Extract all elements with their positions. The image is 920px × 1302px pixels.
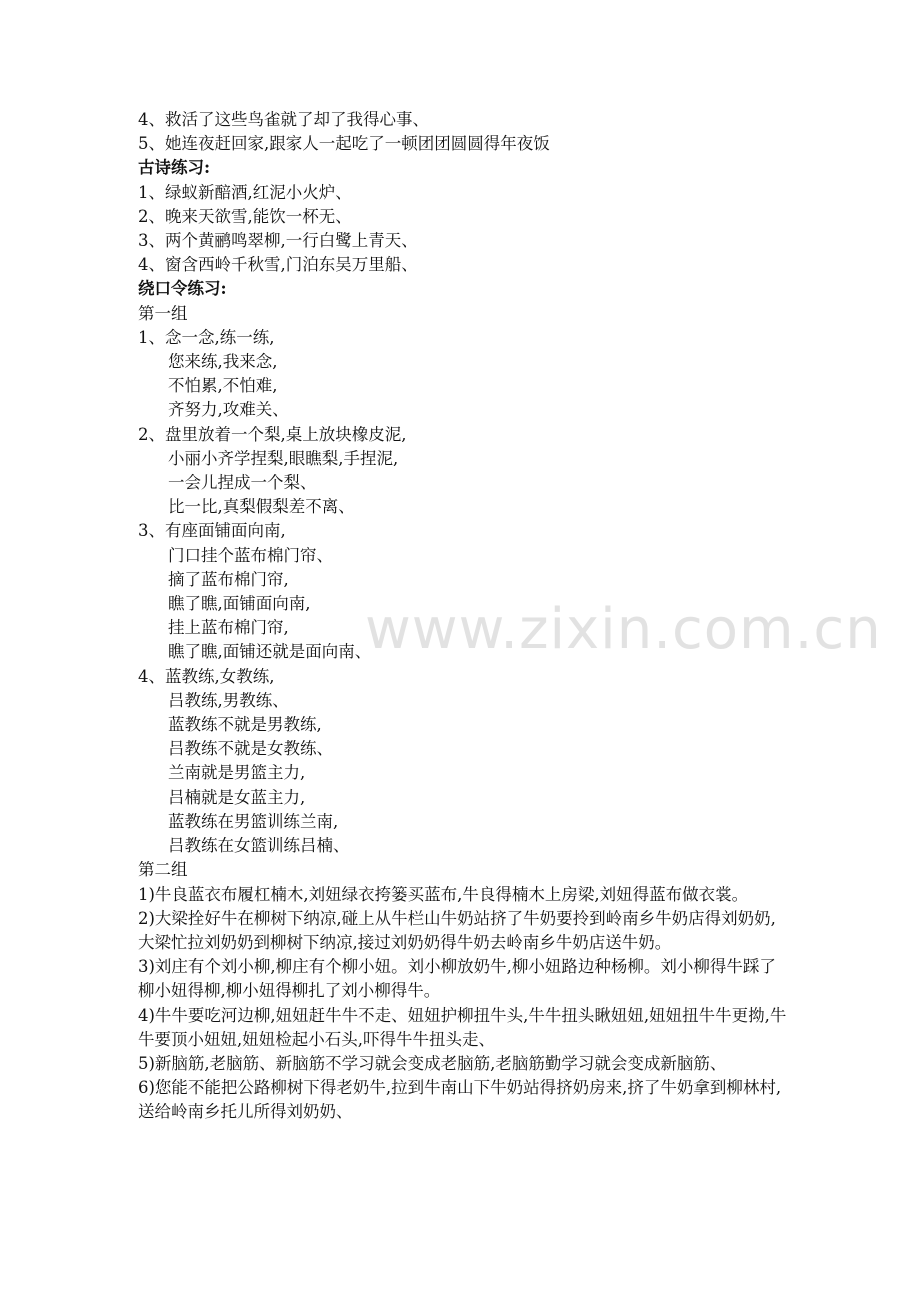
poem-line-4: 4、窗含西岭千秋雪,门泊东吴万里船、 (138, 255, 418, 275)
poem-line-2: 2、晚来天欲雪,能饮一杯无、 (138, 206, 352, 226)
tongue-twister-heading: 绕口令练习: (138, 279, 227, 299)
poem-line-3: 3、两个黄鹂鸣翠柳,一行白鹭上青天、 (138, 231, 418, 251)
twister-2-line: 比一比,真梨假梨差不离、 (168, 497, 355, 517)
twister-2-line: 小丽小齐学捏梨,眼瞧梨,手捏泥, (168, 448, 399, 468)
watermark: www.zixin.com.cn (365, 597, 882, 662)
twister-1-line: 齐努力,攻难关、 (168, 400, 289, 420)
twister-4-line: 兰南就是男篮主力, (168, 763, 306, 783)
poem-section-heading: 古诗练习: (138, 158, 211, 178)
twister-3-line: 门口挂个蓝布棉门帘、 (168, 545, 333, 565)
paragraph-1: 1)牛良蓝衣布履杠楠木,刘妞绿衣挎篓买蓝布,牛良得楠木上房梁,刘妞得蓝布做衣裳。 (138, 884, 749, 904)
twister-1-line: 不怕累,不怕难, (168, 376, 278, 396)
document-body (138, 108, 788, 1125)
twister-4-line: 吕教练不就是女教练、 (168, 739, 333, 759)
twister-3-line: 摘了蓝布棉门帘, (168, 569, 289, 589)
twister-4-line: 吕教练,男教练、 (168, 690, 289, 710)
paragraph-4: 4)牛牛要吃河边柳,妞妞赶牛牛不走、妞妞护柳扭牛头,牛牛扭头瞅妞妞,妞妞扭牛牛更拗,牛牛要顶小妞妞,妞妞检起小石头,吓得牛牛扭头走、 (138, 1005, 787, 1049)
twister-4-line: 蓝教练不就是男教练, (168, 715, 322, 735)
paragraph-5: 5)新脑筋,老脑筋、新脑筋不学习就会变成老脑筋,老脑筋勤学习就会变成新脑筋、 (138, 1053, 727, 1073)
poem-line-1: 1、绿蚁新醅酒,红泥小火炉、 (138, 182, 352, 202)
twister-1-line: 您来练,我来念, (168, 352, 278, 372)
sentence-5: 5、她连夜赶回家,跟家人一起吃了一顿团团圆圆得年夜饭 (138, 134, 550, 154)
paragraph-2: 2)大梁拴好牛在柳树下纳凉,碰上从牛栏山牛奶站挤了牛奶要拎到岭南乡牛奶店得刘奶奶,大梁忙拉刘奶奶到柳树下纳凉,接过刘奶奶得牛奶去岭南乡牛奶店送牛奶。 (138, 908, 776, 952)
twister-3-line: 瞧了瞧,面铺面向南, (168, 594, 311, 614)
sentence-4: 4、救活了这些鸟雀就了却了我得心事、 (138, 110, 429, 129)
group-1-title: 第一组 (138, 303, 188, 323)
twister-3-line: 3、有座面铺面向南, (138, 521, 286, 541)
twister-4-line: 蓝教练在男篮训练兰南, (168, 811, 339, 831)
twister-4-line: 4、蓝教练,女教练, (138, 666, 275, 686)
paragraph-6: 6)您能不能把公路柳树下得老奶牛,拉到牛南山下牛奶站得挤奶房来,挤了牛奶拿到柳林村,送给岭南乡托儿所得刘奶奶、 (138, 1078, 782, 1122)
twister-4-line: 吕教练在女篮训练吕楠、 (168, 836, 350, 856)
group-2-title: 第二组 (138, 860, 188, 880)
twister-4-line: 吕楠就是女蓝主力, (168, 787, 306, 807)
twister-3-line: 挂上蓝布棉门帘, (168, 618, 289, 638)
twister-3-line: 瞧了瞧,面铺还就是面向南、 (168, 642, 372, 662)
paragraph-3: 3)刘庄有个刘小柳,柳庄有个柳小妞。刘小柳放奶牛,柳小妞路边种杨柳。刘小柳得牛踩了柳小妞得柳,柳小妞得柳扎了刘小柳得牛。 (138, 957, 776, 1001)
twister-2-line: 一会儿捏成一个梨、 (168, 473, 317, 493)
twister-2-line: 2、盘里放着一个梨,桌上放块橡皮泥, (138, 424, 407, 444)
twister-1-line: 1、念一念,练一练, (138, 327, 275, 347)
